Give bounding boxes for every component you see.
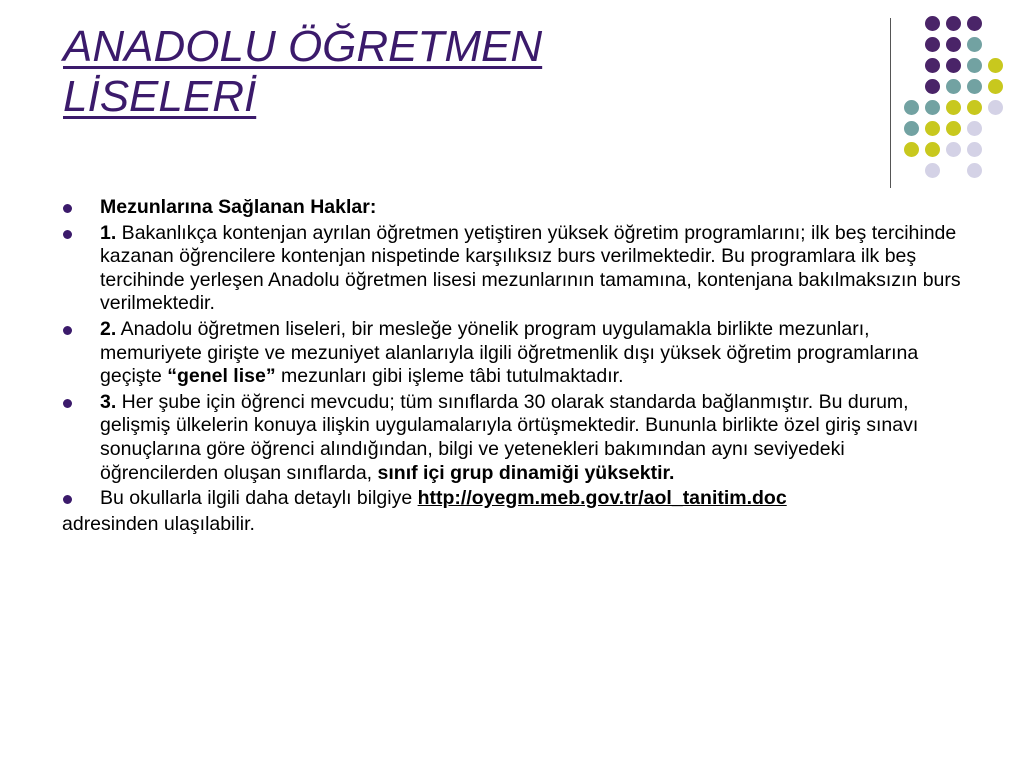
heading-text: Mezunlarına Sağlanan Haklar:	[100, 196, 377, 218]
vertical-divider	[890, 18, 891, 188]
teal-dot-icon	[967, 58, 982, 73]
slide-title	[63, 22, 863, 122]
purple-dot-icon	[925, 16, 940, 31]
purple-dot-icon	[946, 16, 961, 31]
purple-dot-icon	[925, 79, 940, 94]
lavender-dot-icon	[988, 100, 1003, 115]
teal-dot-icon	[967, 79, 982, 94]
bullet-list	[62, 196, 967, 511]
lavender-dot-icon	[967, 163, 982, 178]
bullet-dot-icon	[63, 204, 72, 213]
list-item-4	[62, 487, 967, 511]
teal-dot-icon	[967, 37, 982, 52]
purple-dot-icon	[946, 37, 961, 52]
bullet-dot-icon	[63, 230, 72, 239]
teal-dot-icon	[925, 100, 940, 115]
slide-body	[62, 196, 967, 536]
teal-dot-icon	[904, 100, 919, 115]
item-2-text-a: Anadolu öğretmen liseleri, bir mesleğe yönelik program uygulamakla birlikte mezunları, memuriyete girişte ve mezuniyet alanlarıyla ilgili öğretmenlik dışı yüksek öğretim programlarına geçişte	[100, 317, 919, 388]
item-3-text: Her şube için öğrenci mevcudu; tüm sınıflarda 30 olarak standarda bağlanmıştır. Bu durum, gelişmiş ülkelerin konuya ilişkin uygulamalarıyla örtüşmektedir. Bununla birlikte özel giriş sınavı sonuçlarına göre öğrenci alındığından, bilgi ve yetenekleri bakımından aynı seviyedeki öğrencilerden oluşan sınıflarda,	[100, 390, 919, 484]
purple-dot-icon	[925, 58, 940, 73]
lime-dot-icon	[988, 58, 1003, 73]
lime-dot-icon	[925, 142, 940, 157]
title-line-1: ANADOLU ÖĞRETMEN	[63, 22, 543, 71]
teal-dot-icon	[946, 79, 961, 94]
lavender-dot-icon	[946, 142, 961, 157]
item-1-text: Bakanlıkça kontenjan ayrılan öğretmen yetiştiren yüksek öğretim programlarını; ilk beş tercihinde kazanan öğrencilere kontenjan nispetinde karşılıksız burs verilmektedir. Bu programlara ilk beş tercihinde yerleşen Anadolu öğretmen lisesi mezunlarının tamamına, kontenjana bakılmaksızın burs verilmektedir.	[100, 221, 961, 315]
list-item-1	[62, 222, 967, 316]
lime-dot-icon	[904, 142, 919, 157]
item-2-number: 2.	[100, 317, 117, 340]
decorative-dot-grid	[900, 12, 1010, 172]
list-item-2	[62, 318, 967, 389]
lime-dot-icon	[967, 100, 982, 115]
lime-dot-icon	[946, 100, 961, 115]
item-2-text-b: mezunları gibi işleme tâbi tutulmaktadır.	[275, 365, 624, 388]
list-item-3	[62, 391, 967, 485]
item-4-text: Bu okullarla ilgili daha detaylı bilgiye	[100, 487, 418, 510]
lavender-dot-icon	[967, 121, 982, 136]
info-link[interactable]: http://oyegm.meb.gov.tr/aol_tanitim.doc	[417, 487, 787, 510]
title-line-2: LİSELERİ	[63, 72, 257, 121]
lime-dot-icon	[946, 121, 961, 136]
lavender-dot-icon	[925, 163, 940, 178]
bullet-dot-icon	[63, 399, 72, 408]
item-3-bold: sınıf içi grup dinamiği yüksektir.	[377, 461, 675, 484]
purple-dot-icon	[967, 16, 982, 31]
tail-text: adresinden ulaşılabilir.	[62, 512, 255, 535]
teal-dot-icon	[904, 121, 919, 136]
purple-dot-icon	[925, 37, 940, 52]
lime-dot-icon	[925, 121, 940, 136]
list-item-heading	[62, 196, 967, 220]
lime-dot-icon	[988, 79, 1003, 94]
item-2-bold: “genel lise”	[167, 365, 276, 388]
bullet-dot-icon	[63, 326, 72, 335]
item-1-number: 1.	[100, 221, 117, 244]
bullet-dot-icon	[63, 495, 72, 504]
purple-dot-icon	[946, 58, 961, 73]
lavender-dot-icon	[967, 142, 982, 157]
item-3-number: 3.	[100, 390, 117, 413]
